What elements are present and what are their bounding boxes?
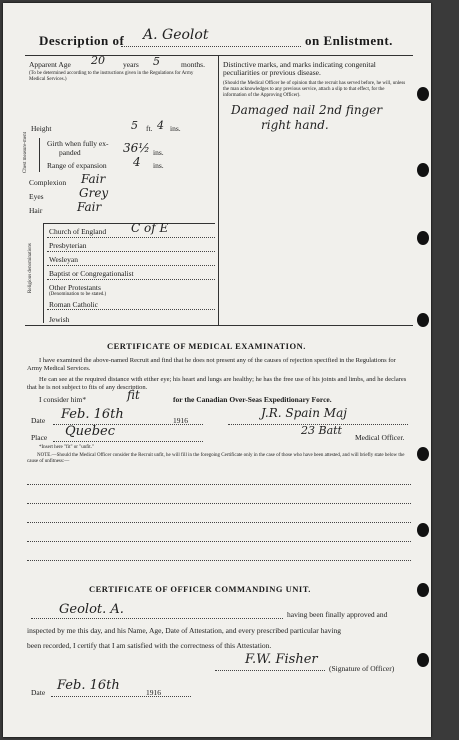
religion-church-value: C of E: [131, 221, 169, 235]
binding-hole: [417, 231, 429, 245]
age-years-value: 20: [91, 54, 105, 67]
consider-suffix: for the Canadian Over-Seas Expeditionary Force.: [173, 395, 332, 404]
religion-item: Other Protestants: [49, 283, 101, 292]
binding-hole: [417, 163, 429, 177]
religion-item: Church of England: [49, 227, 107, 236]
height-ins-label: ins.: [170, 124, 181, 133]
medical-signature: J.R. Spain Maj: [261, 406, 347, 420]
medical-para-1: I have examined the above-named Recruit and find that he does not present any of the causes of rejection specified in the Regulations for Army Medical Services.: [27, 357, 396, 372]
eyes-label: Eyes: [29, 192, 44, 201]
religion-item: Roman Catholic: [49, 300, 98, 309]
officer-date-value: Feb. 16th: [57, 678, 120, 693]
marks-heading: Distinctive marks, and marks indicating congenital peculiarities or previous disease.: [223, 60, 376, 77]
chest-side-label: Chest measure-ment: [23, 132, 28, 173]
girth-value: 36½: [123, 141, 150, 155]
binding-hole: [417, 583, 429, 597]
marks-value-2: right hand.: [261, 118, 329, 132]
religion-other-note: (Denomination to be stated.): [49, 292, 107, 297]
binding-hole: [417, 653, 429, 667]
title-prefix: Description of: [39, 33, 125, 48]
binding-hole: [417, 87, 429, 101]
recruit-name: A. Geolot: [143, 27, 209, 43]
attestation-sheet: [3, 3, 431, 737]
medical-date-year: 1916: [173, 416, 188, 425]
range-value: 4: [133, 155, 141, 169]
age-label: Apparent Age: [29, 60, 71, 69]
officer-heading: CERTIFICATE OF OFFICER COMMANDING UNIT.: [89, 584, 311, 594]
range-label: Range of expansion: [47, 161, 107, 170]
officer-name-value: Geolot. A.: [59, 602, 124, 617]
officer-text-1: having been finally approved and: [287, 610, 388, 619]
hair-label: Hair: [29, 206, 43, 215]
officer-signature: F.W. Fisher: [245, 652, 318, 667]
medical-footnote: *Insert here "fit" or "unfit.": [39, 445, 94, 450]
height-ft-label: ft.: [146, 124, 153, 133]
binding-hole: [417, 447, 429, 461]
height-ft-value: 5: [131, 119, 138, 132]
medical-para-2: He can see at the required distance with either eye; his heart and lungs are healthy; he has the free use of his joints and limbs, and he declares that he is not subject to fits of any description.: [27, 376, 407, 391]
marks-value-1: Damaged nail 2nd finger: [231, 103, 383, 117]
marks-note: (Should the Medical Officer be of opinion that the recruit has served before, he will, unless the man acknowledges to any previous service, attach a slip to that effect, for the information of the Approving Officer).: [223, 81, 406, 98]
complexion-label: Complexion: [29, 178, 67, 187]
medical-date-label: Date: [31, 416, 46, 425]
age-note: (To be determined according to the instructions given in the Regulations for Army Medical Services.): [29, 71, 194, 82]
height-ins-value: 4: [157, 119, 164, 132]
binding-hole: [417, 313, 429, 327]
girth-unit: ins.: [153, 148, 164, 157]
consider-value: fit: [127, 388, 140, 402]
medical-date-value: Feb. 16th: [61, 407, 124, 422]
medical-heading: CERTIFICATE OF MEDICAL EXAMINATION.: [107, 341, 306, 351]
religion-item: Baptist or Congregationalist: [49, 269, 134, 278]
place-label: Place: [31, 433, 48, 442]
girth-label-2: panded: [59, 148, 81, 157]
religion-side-label: Religious denominations: [28, 243, 33, 293]
officer-text-3: been recorded, I certify that I am satisfied with the correctness of this Attestation.: [27, 641, 272, 650]
range-unit: ins.: [153, 161, 164, 170]
age-years-label: years: [123, 60, 139, 69]
religion-item: Presbyterian: [49, 241, 87, 250]
officer-date-label: Date: [31, 688, 46, 697]
medical-note: NOTE.—Should the Medical Officer consider the Recruit unfit, he will fill in the foregoing Certificate only in the case of those who have been attested, and will briefly state below the cause of unfitness:—: [27, 453, 405, 464]
age-months-label: months.: [181, 60, 205, 69]
complexion-value: Fair: [81, 172, 106, 186]
eyes-value: Grey: [79, 186, 109, 200]
officer-date-year: 1916: [146, 688, 161, 697]
medical-signature-unit: 23 Batt: [301, 424, 342, 437]
age-months-value: 5: [153, 55, 160, 68]
height-label: Height: [31, 124, 52, 133]
girth-label-1: Girth when fully ex-: [47, 139, 109, 148]
consider-label: I consider him*: [39, 395, 87, 404]
religion-item: Jewish: [49, 315, 70, 324]
officer-signature-label: (Signature of Officer): [329, 664, 395, 673]
title-suffix: on Enlistment.: [305, 33, 393, 48]
hair-value: Fair: [77, 200, 102, 214]
officer-text-2: inspected by me this day, and his Name, Age, Date of Attestation, and every prescribed particular having: [27, 626, 342, 635]
medical-officer-label: Medical Officer.: [355, 433, 405, 442]
place-value: Quebec: [65, 424, 116, 439]
religion-item: Wesleyan: [49, 255, 78, 264]
binding-hole: [417, 523, 429, 537]
